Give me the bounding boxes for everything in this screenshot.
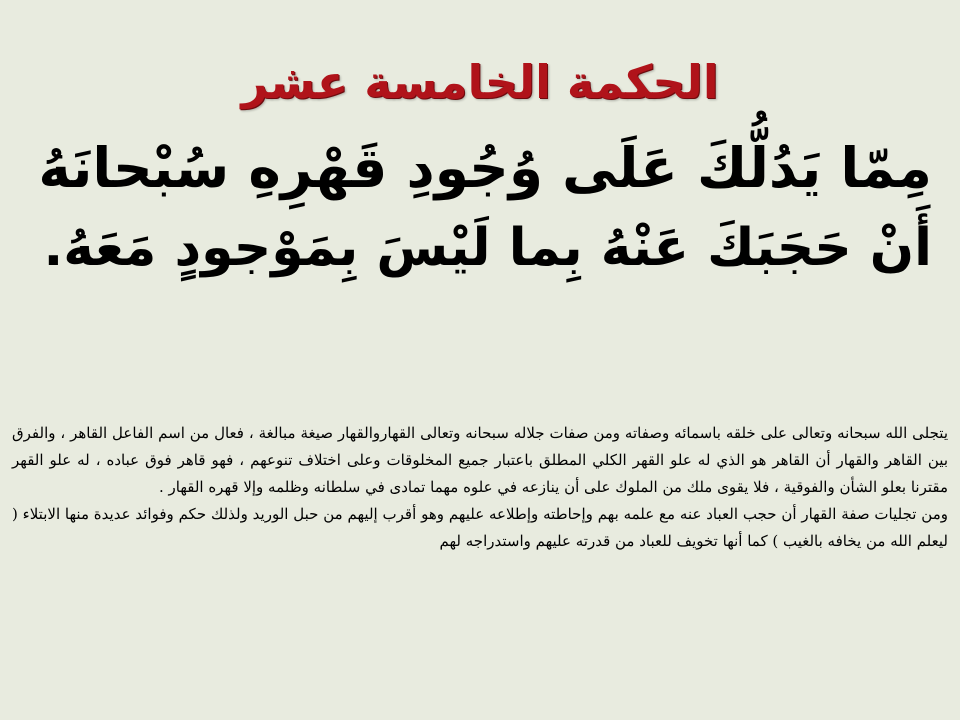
quote-line-2: أَنْ حَجَبَكَ عَنْهُ بِما لَيْسَ بِمَوْجودٍ مَعَهُ. <box>43 218 932 278</box>
slide-title: الحكمة الخامسة عشر <box>241 55 719 109</box>
explanation-text <box>12 420 948 555</box>
aphorism-quote <box>28 128 932 288</box>
explanation-paragraph-1: يتجلى الله سبحانه وتعالى على خلقه باسمائه وصفاته ومن صفات جلاله سبحانه وتعالى القهاروالقهار صيغة مبالغة ، فعال من اسم الفاعل القاهر ، والفرق بين القاهر والقهار أن القاهر هو الذي له علو القهر الكلي المطلق باعتبار جميع المخلوقات وعلى اختلاف تنوعهم ، فهو قاهر فوق عباده ، له علو القهر مقترنا بعلو الشأن والفوقية ، فلا يقوى ملك من الملوك على أن ينازعه في علوه مهما تمادى في سلطانه وظلمه وإلا قهره القهار . <box>12 424 948 496</box>
explanation-paragraph-2: ومن تجليات صفة القهار أن حجب العباد عنه مع علمه بهم وإحاطته وإطلاعه عليهم وهو أقرب إليهم من حبل الوريد ولذلك حكم وفوائد عديدة منها الابتلاء ( ليعلم الله من يخافه بالغيب ) كما أنها تخويف للعباد من قدرته عليهم واستدراجه لهم <box>12 505 948 550</box>
quote-line-1: مِمّا يَدُلُّكَ عَلَى وُجُودِ قَهْرِهِ سُبْحانَهُ <box>38 136 932 200</box>
